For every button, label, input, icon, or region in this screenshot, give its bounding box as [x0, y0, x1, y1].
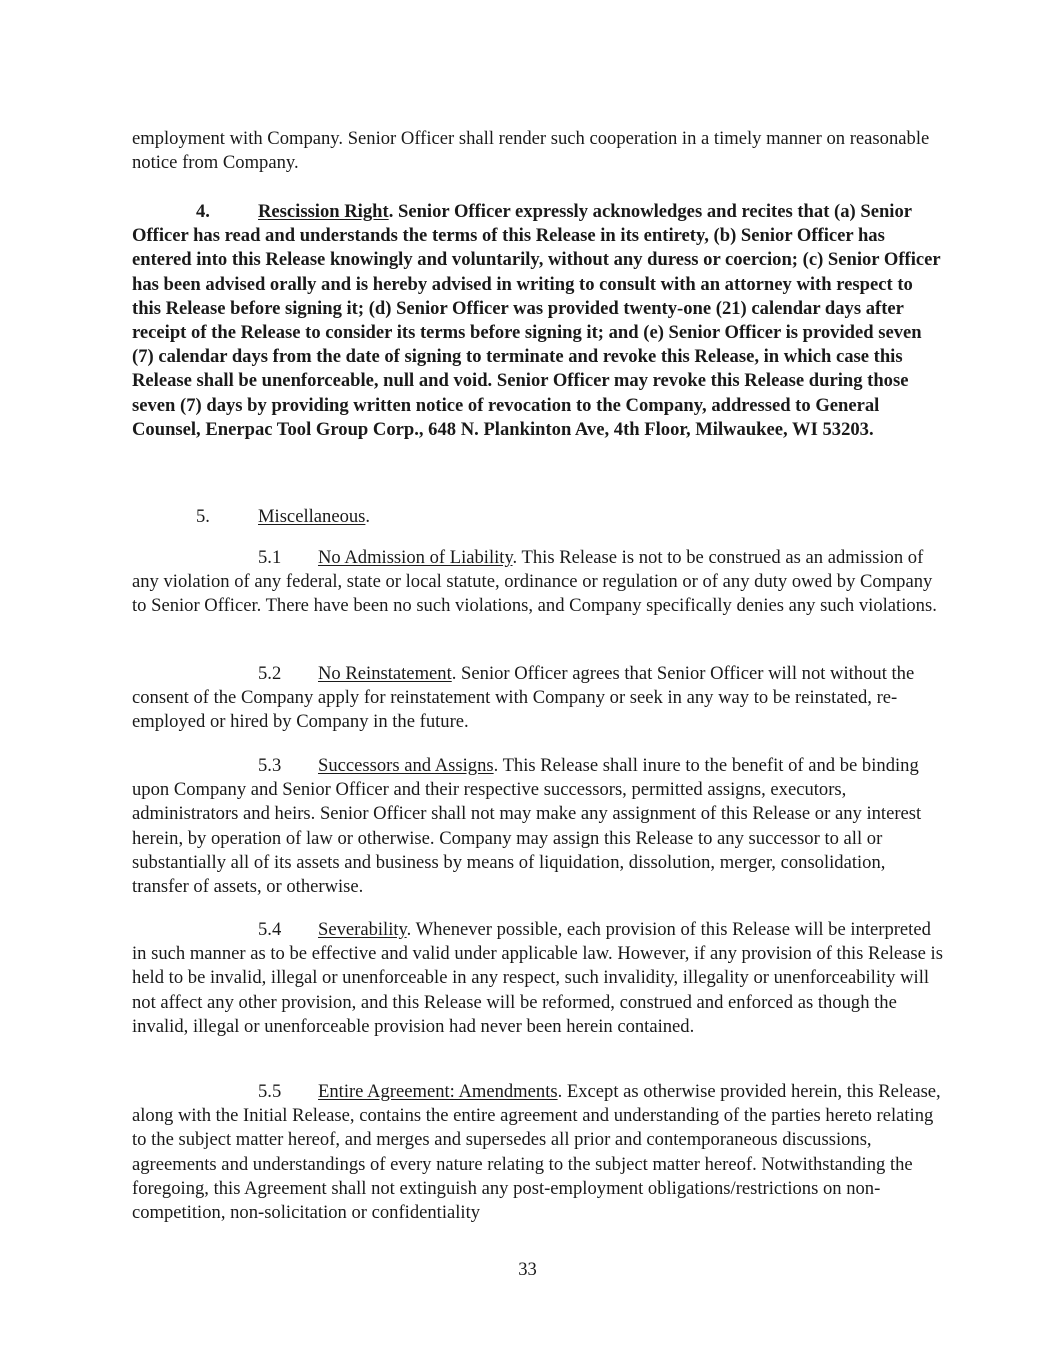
subsection-body: . Senior Officer agrees that Senior Officer will not without the consent of the Company apply for reinstatement with Company or seek in any way to be reinstated, re-employed or hired by Company in the future.: [132, 663, 915, 733]
subsection-5-1: [132, 546, 944, 619]
page-number: 33: [518, 1259, 537, 1280]
section-body: . Senior Officer expressly acknowledges and recites that (a) Senior Officer has read and understands the terms of this Release in its entirety, (b) Senior Officer has entered into this Release knowingly and voluntarily, without any duress or coercion; (c) Senior Officer has been advised orally and is hereby advised in writing to consult with an attorney with respect to this Release before signing it; (d) Senior Officer was provided twenty-one (21) calendar days after receipt of the Release to consider its terms before signing it; and (e) Senior Officer is provided seven (7) calendar days from the date of signing to terminate and revoke this Release, in which case this Release shall be unenforceable, null and void. Senior Officer may revoke this Release during those seven (7) days by providing written notice of revocation to the Company, addressed to General Counsel, Enerpac Tool Group Corp., 648 N. Plankinton Ave, 4th Floor, Milwaukee, WI 53203.: [132, 201, 941, 440]
subsection-number: 5.3: [258, 755, 282, 776]
section-heading: Rescission Right: [258, 201, 389, 222]
section-5-miscellaneous: [132, 505, 944, 529]
subsection-number: 5.1: [258, 547, 282, 568]
section-number: 5.: [196, 506, 210, 527]
subsection-5-4: [132, 918, 944, 1039]
section-number: 4.: [196, 201, 210, 222]
subsection-number: 5.4: [258, 919, 282, 940]
subsection-body: . This Release is not to be construed as an admission of any violation of any federal, state or local statute, ordinance or regulation or of any duty owed by Company to Senior Officer. There have been no such violations, and Company specifically denies any such violations.: [132, 547, 937, 617]
subsection-number: 5.2: [258, 663, 282, 684]
subsection-number: 5.5: [258, 1081, 282, 1102]
subsection-heading: Entire Agreement: Amendments: [318, 1081, 558, 1102]
subsection-5-5: [132, 1080, 944, 1225]
section-heading-suffix: .: [365, 506, 371, 527]
subsection-body: . Whenever possible, each provision of this Release will be interpreted in such manner as to be effective and valid under applicable law. However, if any provision of this Release is held to be invalid, illegal or unenforceable in any respect, such invalidity, illegality or unenforceability will not affect any other provision, and this Release will be reformed, construed and enforced as though the invalid, illegal or unenforceable provision had never been herein contained.: [132, 919, 943, 1037]
subsection-5-2: [132, 662, 944, 735]
subsection-body: . Except as otherwise provided herein, this Release, along with the Initial Release, contains the entire agreement and understanding of the parties hereto relating to the subject matter hereof, and merges and supersedes all prior and contemporaneous discussions, agreements and understandings of every nature relating to the subject matter hereof. Notwithstanding the foregoing, this Agreement shall not extinguish any post-employment obligations/restrictions on non-competition, non-solicitation or confidentiality: [132, 1081, 941, 1224]
section-4-rescission-right: [132, 200, 944, 442]
section-heading: Miscellaneous: [258, 506, 366, 527]
continuation-paragraph: employment with Company. Senior Officer shall render such cooperation in a timely manner on reasonable notice from Company.: [132, 128, 930, 174]
subsection-heading: No Reinstatement: [318, 663, 452, 684]
subsection-body: . This Release shall inure to the benefit of and be binding upon Company and Senior Officer and their respective successors, permitted assigns, executors, administrators and heirs. Senior Officer shall not may make any assignment of this Release or any interest herein, by operation of law or otherwise. Company may assign this Release to any successor to all or substantially all of its assets and business by means of liquidation, dissolution, merger, consolidation, transfer of assets, or otherwise.: [132, 755, 922, 898]
subsection-heading: No Admission of Liability: [318, 547, 513, 568]
subsection-heading: Severability: [318, 919, 407, 940]
subsection-heading: Successors and Assigns: [318, 755, 494, 776]
subsection-5-3: [132, 754, 944, 899]
